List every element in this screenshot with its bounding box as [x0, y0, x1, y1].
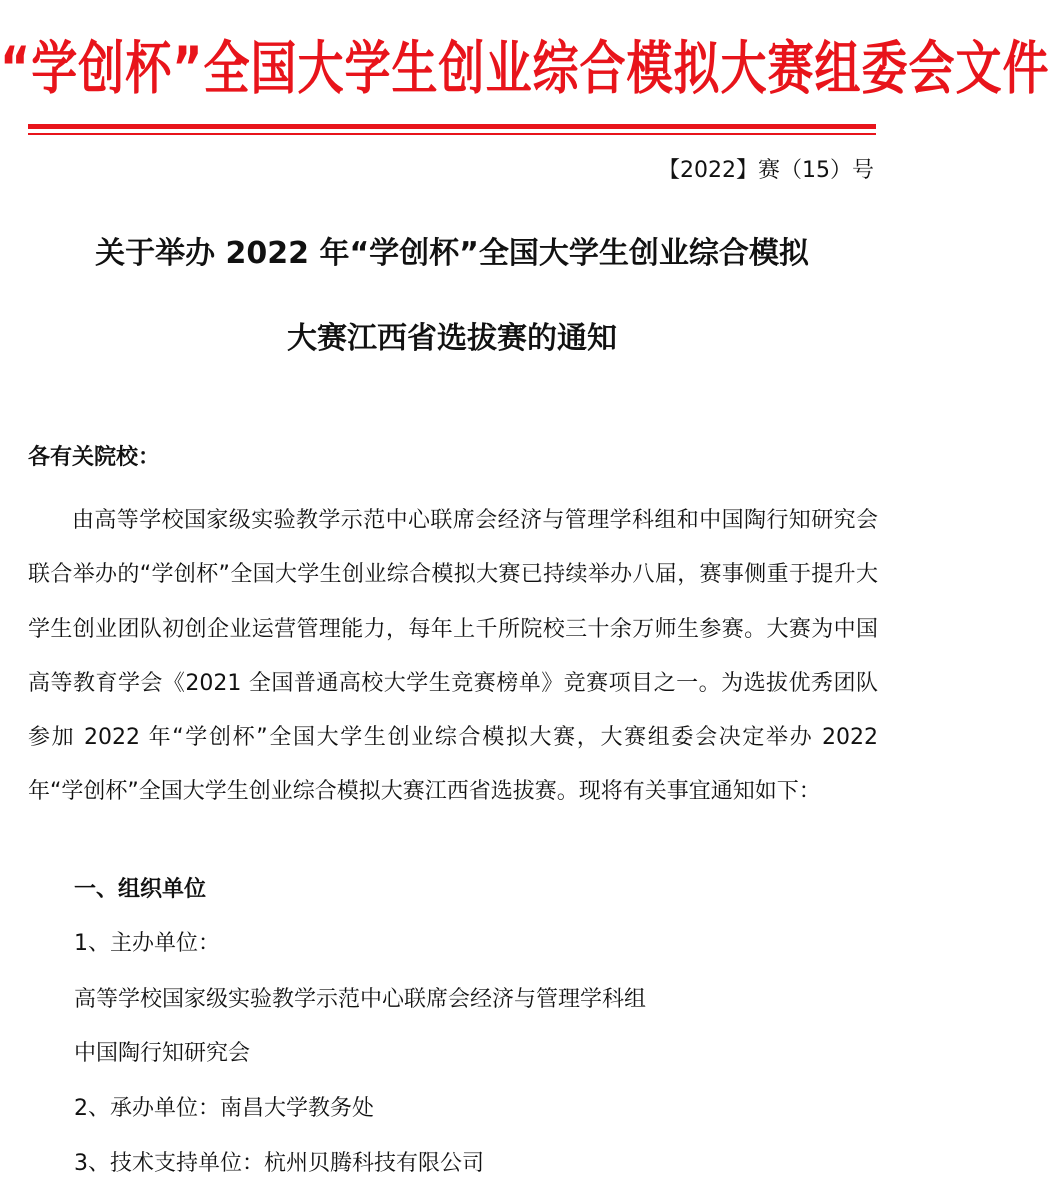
intro-paragraph: 由高等学校国家级实验教学示范中心联席会经济与管理学科组和中国陶行知研究会联合举办的“学创杯”全国大学生创业综合模拟大赛已持续举办八届，赛事侧重于提升大学生创业团队初创企业运营管理能力，每年上千所院校三十余万师生参赛。大赛为中国高等教育学会《2021 全国普通高校大学生竞赛榜单》竞赛项目之一。为选拔优秀团队参加 2022 年“学创杯”全国大学生创业综合模拟大赛，大赛组委会决定举办 2022 年“学创杯”全国大学生创业综合模拟大赛江西省选拔赛。现将有关事宜通知如下：	[28, 508, 878, 805]
letterhead-rule-thick	[28, 124, 876, 129]
letterhead-rule-thin	[28, 133, 876, 135]
salutation: 各有关院校：	[28, 445, 161, 470]
organizer-a: 高等学校国家级实验教学示范中心联席会经济与管理学科组	[74, 987, 647, 1012]
notice-title-line-2: 大赛江西省选拔赛的通知	[287, 321, 617, 356]
tech-support-unit: 3、技术支持单位：杭州贝腾科技有限公司	[74, 1151, 484, 1176]
section-heading-organizers: 一、组织单位	[74, 877, 207, 902]
letterhead-title: “学创杯”全国大学生创业综合模拟大赛组委会文件	[0, 34, 1049, 102]
notice-title-line-1: 关于举办 2022 年“学创杯”全国大学生创业综合模拟	[95, 236, 809, 271]
host-unit: 2、承办单位：南昌大学教务处	[74, 1096, 374, 1121]
document-number: 【2022】赛（15）号	[658, 158, 874, 183]
organizer-label: 1、主办单位：	[74, 931, 220, 956]
organizer-b: 中国陶行知研究会	[74, 1041, 251, 1066]
